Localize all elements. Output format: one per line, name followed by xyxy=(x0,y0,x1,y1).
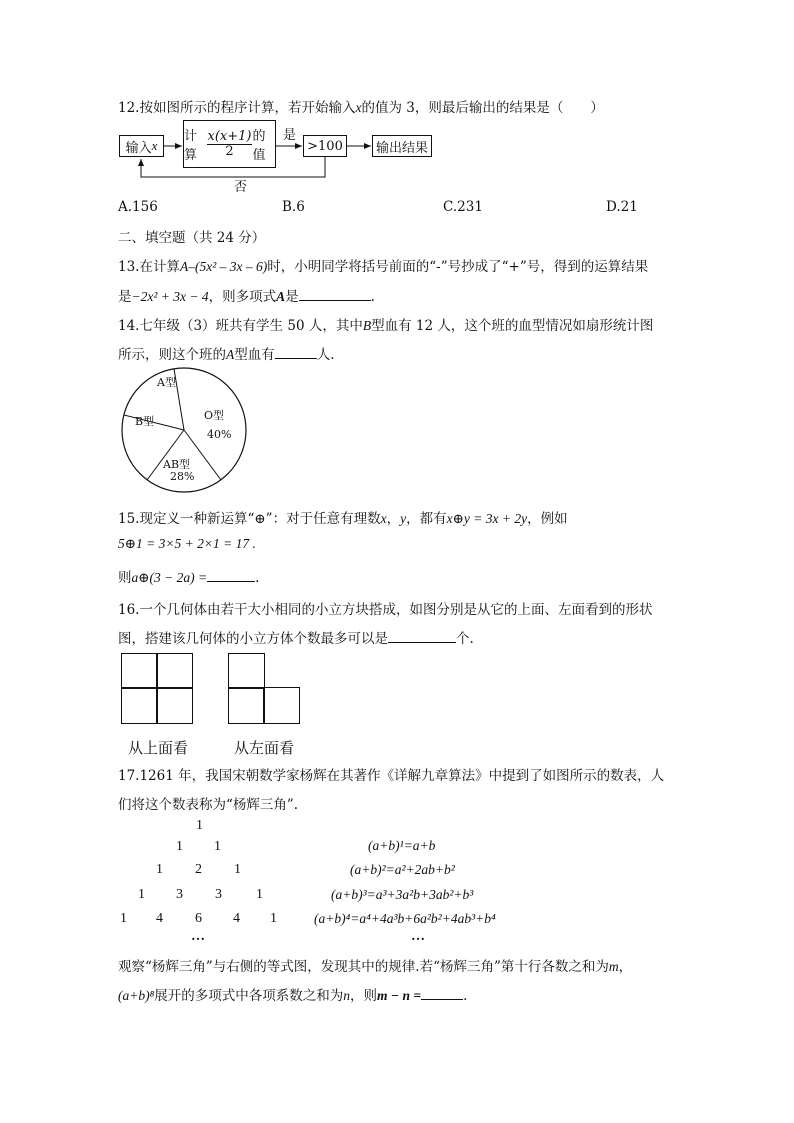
q12-option-d[interactable]: D.21 xyxy=(606,199,638,215)
q17-line4: (a+b)⁸展开的多项式中各项系数之和为n，则m − n = . xyxy=(118,984,467,1004)
flow-calc-box: 计算 $\frac{x(x+1)}{2}$ 的值 xyxy=(183,120,276,168)
pie-percent-o: 40% xyxy=(207,428,232,441)
flow-arrows xyxy=(0,0,794,200)
q15-line2: 5⊕1 = 3×5 + 2×1 = 17 . xyxy=(118,536,256,551)
pie-percent-ab: 28% xyxy=(170,470,195,483)
q16-answer-blank[interactable] xyxy=(388,628,456,643)
q17-line1: 17.1261 年，我国宋朝数学家杨辉在其著作《详解九章算法》中提到了如图所示的数表，人 xyxy=(118,768,665,784)
q16-line2: 图，搭建该几何体的小立方体个数最多可以是 个. xyxy=(118,627,474,647)
flow-input-box: 输入 x xyxy=(119,135,164,157)
flow-output-box: 输出结果 xyxy=(372,135,432,157)
pie-label-a: A型 xyxy=(157,376,176,389)
q15-line1: 15.现定义一种新运算“⊕”：对于任意有理数x，y，都有x⊕y = 3x + 2y，例如 xyxy=(118,511,568,527)
equation-ellipsis: … xyxy=(411,929,425,944)
q17-line2: 们将这个数表称为“杨辉三角”. xyxy=(118,797,299,813)
q14-answer-blank[interactable] xyxy=(275,344,317,359)
q16-caption-left: 从左面看 xyxy=(234,739,295,757)
q16-line1: 16.一个几何体由若干大小相同的小立方块搭成，如图分别是从它的上面、左面看到的形状 xyxy=(118,602,653,618)
q17-answer-blank[interactable] xyxy=(421,985,463,1000)
q12-option-b[interactable]: B.6 xyxy=(282,199,305,215)
q14-line2: 所示，则这个班的A型血有 人. xyxy=(118,343,335,363)
flow-condition-box: >100 xyxy=(303,135,347,157)
flow-yes-label: 是 xyxy=(283,128,297,143)
triangle-ellipsis: … xyxy=(191,929,205,944)
pie-label-o: O型 xyxy=(204,409,225,422)
section2-title: 二、填空题（共 24 分） xyxy=(118,230,266,246)
q13-line1: 13.在计算A–(5x² – 3x – 6)时，小明同学将括号前面的“-”号抄成了“+”号，得到的运算结果 xyxy=(118,259,649,275)
q13-answer-blank[interactable] xyxy=(299,286,371,301)
pie-label-ab: AB型 xyxy=(163,458,191,471)
calc-fraction: $\frac{x(x+1)}{2}$ xyxy=(207,128,252,159)
q16-caption-top: 从上面看 xyxy=(128,739,189,757)
q15-line3: 则a⊕(3 − 2a) = . xyxy=(118,566,259,586)
q15-answer-blank[interactable] xyxy=(207,567,255,582)
q13-line2: 是−2x² + 3x − 4，则多项式A是 . xyxy=(118,285,375,305)
pie-label-b: B型 xyxy=(135,415,155,428)
q12-option-a[interactable]: A.156 xyxy=(118,199,158,215)
q12-stem: 12.按如图所示的程序计算，若开始输入x的值为 3，则最后输出的结果是（ ） xyxy=(118,100,604,116)
q12-option-c[interactable]: C.231 xyxy=(443,199,483,215)
q17-line3: 观察“杨辉三角”与右侧的等式图，发现其中的规律.若“杨辉三角”第十行各数之和为m， xyxy=(118,959,633,975)
flow-no-label: 否 xyxy=(234,180,248,195)
q14-line1: 14.七年级（3）班共有学生 50 人，其中B型血有 12 人，这个班的血型情况如扇形统计图 xyxy=(118,318,654,334)
